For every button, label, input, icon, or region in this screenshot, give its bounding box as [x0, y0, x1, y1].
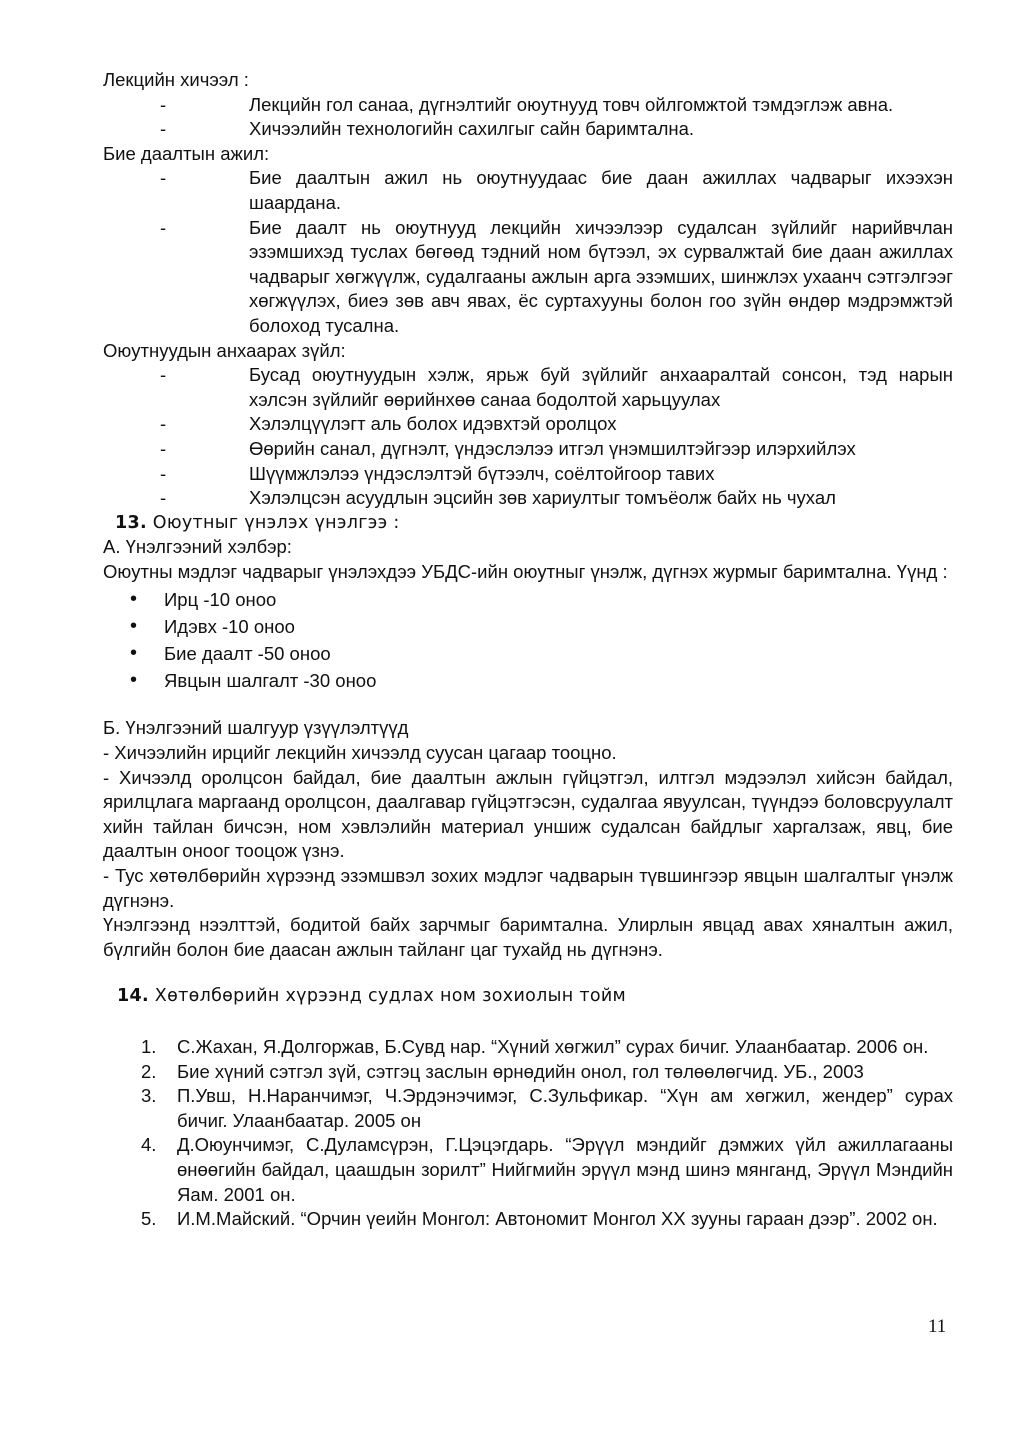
dash-marker: - — [160, 118, 167, 140]
bullet-marker: • — [130, 615, 138, 638]
reference-item — [103, 1207, 953, 1232]
attention-heading: Оюутнуудын анхаарах зүйл: — [103, 339, 346, 361]
reference-number: 2. — [141, 1060, 157, 1082]
list-item-text: Идэвх -10 оноо — [164, 616, 295, 638]
reference-item — [103, 1133, 953, 1207]
list-item-text: Явцын шалгалт -30 оноо — [164, 670, 377, 692]
reference-text: Бие хүний сэтгэл зүй, сэтгэц заслын өрнөдийн онол, гол төлөөлөгчид. УБ., 2003 — [177, 1060, 864, 1082]
list-item-text: Бие даалт нь оюутнууд лекцийн хичээлээр судалсан зүйлийг нарийвчлан эзэмшихэд туслах бөгөөд тэдний ном бүтээл, эх сурвалжтай бие даан ажиллах чадварыг хөгжүүлж, судалгааны ажлын арга эзэмших, шинжлэх ухаанч сэтгэлгээг хөгжүүлэх, биеэ зөв авч явах, ёс суртахууны болон гоо зүйн өндөр мэдрэмжтэй болоход тусална. — [249, 216, 953, 336]
list-item-text: Бусад оюутнуудын хэлж, ярьж буй зүйлийг анхааралтай сонсон, тэд нарын хэлсэн зүйлийг өөрийнхөө санаа бодолтой харьцуулах — [249, 364, 953, 410]
list-item — [103, 166, 953, 215]
reference-number: 3. — [141, 1085, 157, 1107]
list-item — [103, 117, 953, 142]
list-item-text: Бие даалт -50 оноо — [164, 643, 331, 665]
list-item-text: Ирц -10 оноо — [164, 589, 277, 611]
section-14-title — [103, 984, 953, 1009]
list-item — [103, 486, 953, 511]
criteria-paragraph: Үнэлгээнд нээлттэй, бодитой байх зарчмыг баримтална. Улирлын явцад авах хяналтын ажил, бүлгийн болон бие даасан ажлын тайланг цаг тухайд нь дүгнэнэ. — [103, 914, 953, 960]
reference-number: 5. — [141, 1208, 157, 1230]
list-item-text: Өөрийн санал, дүгнэлт, үндэслэлээ итгэл үнэмшилтэйгээр илэрхийлэх — [249, 437, 856, 459]
section-13-number: 13. — [115, 512, 147, 533]
list-item — [103, 462, 953, 487]
page-number: 11 — [928, 1316, 947, 1337]
dash-marker: - — [160, 437, 167, 459]
criteria-paragraph: - Тус хөтөлбөрийн хүрээнд эзэмшвэл зохих мэдлэг чадварын түвшингээр явцын шалгалтыг үнэлж дүгнэнэ. — [103, 865, 953, 911]
list-item-text: Хичээлийн технологийн сахилгыг сайн баримтална. — [249, 118, 695, 140]
bullet-marker: • — [130, 642, 138, 665]
list-item-text: Хэлэлцүүлэгт аль болох идэвхтэй оролцох — [249, 413, 617, 435]
dash-marker: - — [160, 364, 167, 386]
section-13-title-text: Оюутныг үнэлэх үнэлгээ : — [152, 512, 400, 533]
criteria-subheading: Б. Үнэлгээний шалгуур үзүүлэлтүүд — [103, 717, 409, 739]
reference-number: 4. — [141, 1134, 157, 1156]
assessment-form-subheading: А. Үнэлгээний хэлбэр: — [103, 536, 292, 558]
reference-item — [103, 1035, 953, 1060]
reference-text: С.Жахан, Я.Долгоржав, Б.Сувд нар. “Хүний хөгжил” сурах бичиг. Улаанбаатар. 2006 он. — [177, 1036, 929, 1057]
reference-text: П.Увш, Н.Наранчимэг, Ч.Эрдэнэчимэг, С.Зульфикар. “Хүн ам хөгжил, жендер” сурах бичиг. Улаанбаатар. 2005 он — [177, 1085, 953, 1131]
dash-marker: - — [160, 167, 167, 189]
list-item — [103, 363, 953, 412]
criteria-paragraph: - Хичээлийн ирцийг лекцийн хичээлд суусан цагаар тооцно. — [103, 742, 617, 764]
list-item — [103, 93, 953, 118]
reference-item — [103, 1084, 953, 1133]
section-14-title-text: Хөтөлбөрийн хүрээнд судлах ном зохиолын тойм — [154, 986, 627, 1007]
list-item — [103, 437, 953, 462]
list-item — [103, 216, 953, 339]
bullet-marker: • — [130, 588, 138, 611]
bullet-marker: • — [130, 669, 138, 692]
list-item-text: Хэлэлцсэн асуудлын эцсийн зөв хариултыг томъёолж байх нь чухал — [249, 487, 836, 509]
independent-work-heading: Бие даалтын ажил: — [103, 142, 270, 164]
score-list — [103, 586, 953, 694]
criteria-paragraph: - Хичээлд оролцсон байдал, бие даалтын ажлын гүйцэтгэл, илтгэл мэдээлэл хийсэн байдал, ярилцлага маргаанд оролцсон, даалгавар гүйцэтгэсэн, судалгаа явуулсан, түүндээ боловсруулалт хийн тайлан бичсэн, ном хэвлэлийн материал уншиж судалсан байдлыг харгалзаж, явц, бие даалтын оноог тооцож үзнэ. — [103, 766, 953, 862]
reference-text: Д.Оюунчимэг, С.Дуламсүрэн, Г.Цэцэгдарь. “Эрүүл мэндийг дэмжих үйл ажиллагааны өнөөгийн байдал, цаашдын зорилт” Нийгмийн эрүүл мэнд шинэ мянганд, Эрүүл Мэндийн Яам. 2001 он. — [177, 1134, 953, 1205]
dash-marker: - — [160, 413, 167, 435]
list-item — [103, 412, 953, 437]
reference-text: И.М.Майский. “Орчин үеийн Монгол: Автономит Монгол XX зууны гараан дээр”. 2002 он. — [177, 1208, 938, 1230]
reference-item — [103, 1060, 953, 1085]
section-13-title — [103, 511, 953, 536]
list-item — [103, 613, 953, 640]
dash-marker: - — [160, 216, 167, 238]
list-item — [103, 640, 953, 667]
assessment-form-paragraph: Оюутны мэдлэг чадварыг үнэлэхдээ УБДС-ийн оюутныг үнэлж, дүгнэх журмыг баримтална. Үүнд : — [103, 560, 948, 582]
section-14-number: 14. — [117, 986, 149, 1007]
list-item-text: Бие даалтын ажил нь оюутнуудаас бие даан ажиллах чадварыг ихээхэн шаардана. — [249, 167, 953, 213]
list-item — [103, 667, 953, 694]
document-page — [103, 68, 953, 1232]
lecture-heading: Лекцийн хичээл : — [103, 69, 249, 90]
list-item-text: Шүүмжлэлээ үндэслэлтэй бүтээлч, соёлтойгоор тавих — [249, 462, 715, 484]
list-item — [103, 586, 953, 613]
dash-marker: - — [160, 487, 167, 509]
reference-list — [103, 1035, 953, 1232]
dash-marker: - — [160, 93, 167, 115]
list-item-text: Лекцийн гол санаа, дүгнэлтийг оюутнууд товч ойлгомжтой тэмдэглэж авна. — [249, 93, 894, 115]
reference-number: 1. — [141, 1036, 157, 1057]
dash-marker: - — [160, 462, 167, 484]
